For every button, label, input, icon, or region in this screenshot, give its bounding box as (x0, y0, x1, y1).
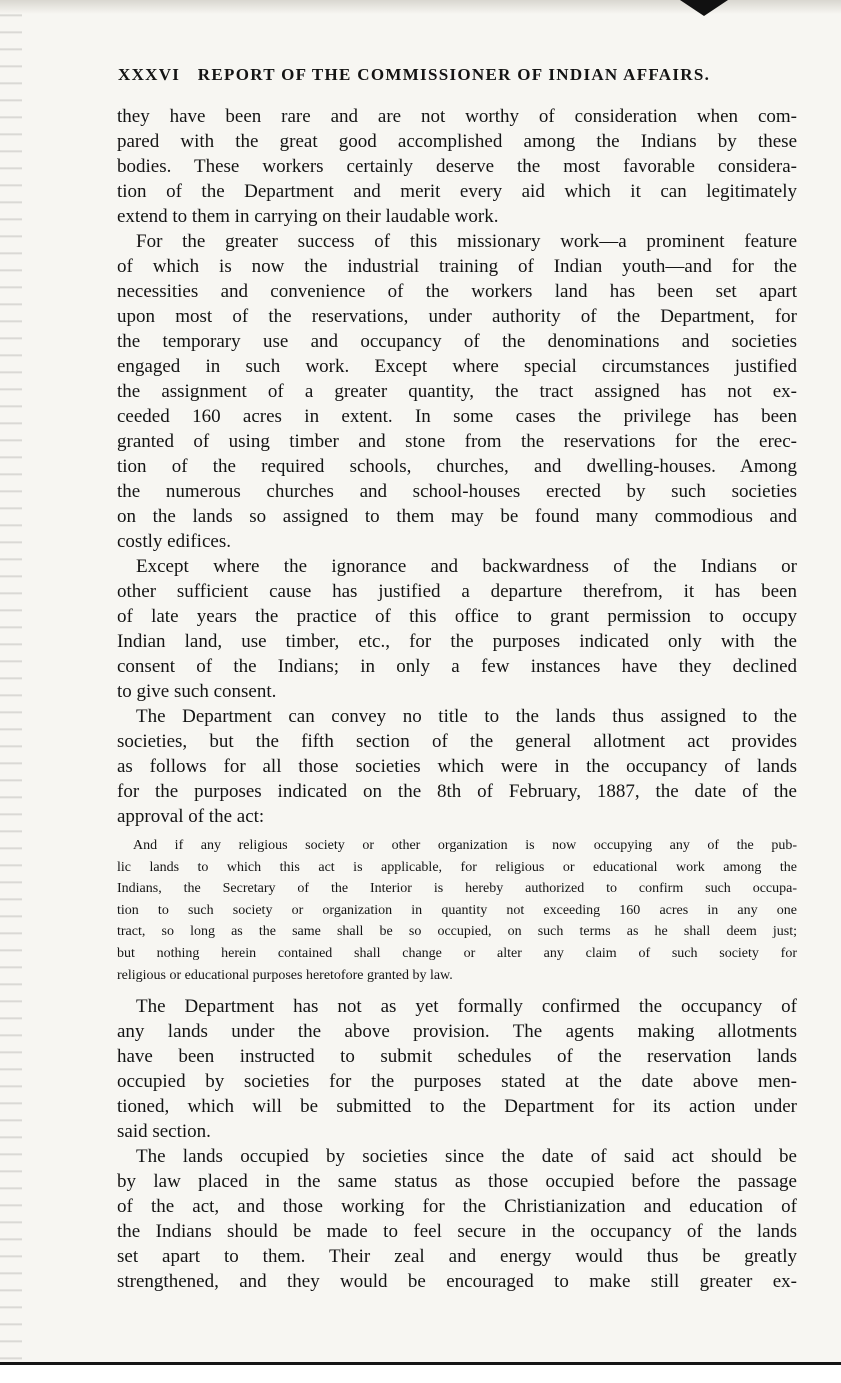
text-line: Indian land, use timber, etc., for the purposes indicated only with the (117, 631, 797, 652)
page-body (117, 104, 797, 1294)
text-line: the Indians should be made to feel secure in the occupancy of the lands (117, 1221, 797, 1243)
text-line: as follows for all those societies which were in the occupancy of lands (117, 756, 797, 777)
text-line: the assignment of a greater quantity, the tract assigned has not ex- (117, 381, 797, 402)
text-line: ceeded 160 acres in extent. In some cases the privilege has been (117, 406, 797, 427)
text-line: any lands under the above provision. The agents making allotments (117, 1021, 797, 1043)
text-line: The lands occupied by societies since the date of said act should be (136, 1146, 797, 1168)
paragraph (117, 994, 797, 1144)
text-line: necessities and convenience of the workers land has been set apart (117, 281, 797, 302)
text-line: the temporary use and occupancy of the denominations and societies (117, 331, 797, 352)
text-line: societies, but the fifth section of the general allotment act provides (117, 731, 797, 752)
quote-line: but nothing herein contained shall change or alter any claim of such society for (117, 945, 797, 961)
text-line: set apart to them. Their zeal and energy would thus be greatly (117, 1246, 797, 1268)
quote-line: Indians, the Secretary of the Interior is hereby authorized to confirm such occupa- (117, 881, 797, 897)
text-line: upon most of the reservations, under authority of the Department, for (117, 306, 797, 327)
text-line: of late years the practice of this office to grant permission to occupy (117, 606, 797, 627)
text-line: Except where the ignorance and backwardness of the Indians or (136, 556, 797, 577)
text-line: engaged in such work. Except where special circumstances justified (117, 356, 797, 377)
text-line: of the act, and those working for the Christianization and education of (117, 1196, 797, 1218)
text-line: by law placed in the same status as those occupied before the passage (117, 1171, 797, 1193)
paragraph (117, 104, 797, 229)
paragraph (117, 554, 797, 704)
text-line: for the purposes indicated on the 8th of February, 1887, the date of the (117, 781, 797, 802)
header-title: REPORT OF THE COMMISSIONER OF INDIAN AFFAIRS. (197, 65, 711, 84)
text-line: of which is now the industrial training of Indian youth—and for the (117, 256, 797, 277)
text-line: For the greater success of this missionary work—a prominent feature (136, 231, 797, 252)
text-line: other sufficient cause has justified a departure therefrom, it has been (117, 581, 797, 602)
text-line: granted of using timber and stone from the reservations for the erec- (117, 431, 797, 452)
paragraph (117, 229, 797, 554)
running-header (118, 65, 778, 85)
text-line: consent of the Indians; in only a few instances have they declined (117, 656, 797, 677)
text-line: pared with the great good accomplished among the Indians by these (117, 131, 797, 152)
text-line: have been instructed to submit schedules of the reservation lands (117, 1046, 797, 1068)
quote-line: And if any religious society or other organization is now occupying any of the pub- (133, 838, 797, 853)
quote-line: religious or educational purposes heretofore granted by law. (117, 967, 453, 983)
text-line: costly edifices. (117, 531, 231, 552)
paragraph (117, 1144, 797, 1294)
body-paragraphs-after-quote (117, 994, 797, 1294)
text-line: on the lands so assigned to them may be found many commodious and (117, 506, 797, 527)
binding-mark (680, 0, 728, 16)
page-folio: XXXVI (118, 65, 181, 84)
text-line: the numerous churches and school-houses erected by such societies (117, 481, 797, 502)
body-paragraphs-before-quote (117, 104, 797, 829)
text-line: The Department has not as yet formally confirmed the occupancy of (136, 996, 797, 1018)
text-line: occupied by societies for the purposes stated at the date above men- (117, 1071, 797, 1093)
page-left-edge (0, 0, 22, 1380)
quote-line: tract, so long as the same shall be so occupied, on such terms as he shall deem just; (117, 924, 797, 940)
text-line: The Department can convey no title to the lands thus assigned to the (136, 706, 797, 727)
text-line: tion of the Department and merit every aid which it can legitimately (117, 181, 797, 202)
paragraph (117, 704, 797, 829)
text-line: tion of the required schools, churches, and dwelling-houses. Among (117, 456, 797, 477)
text-line: they have been rare and are not worthy of consideration when com- (117, 106, 797, 127)
text-line: strengthened, and they would be encouraged to make still greater ex- (117, 1271, 797, 1293)
text-line: said section. (117, 1121, 211, 1143)
text-line: to give such consent. (117, 681, 277, 702)
text-line: extend to them in carrying on their laudable work. (117, 206, 499, 227)
block-quote (117, 835, 797, 986)
text-line: approval of the act: (117, 806, 265, 827)
text-line: tioned, which will be submitted to the Department for its action under (117, 1096, 797, 1118)
quote-line: tion to such society or organization in quantity not exceeding 160 acres in any one (117, 902, 797, 918)
text-line: bodies. These workers certainly deserve the most favorable considera- (117, 156, 797, 177)
quote-line: lic lands to which this act is applicable, for religious or educational work among the (117, 859, 797, 875)
